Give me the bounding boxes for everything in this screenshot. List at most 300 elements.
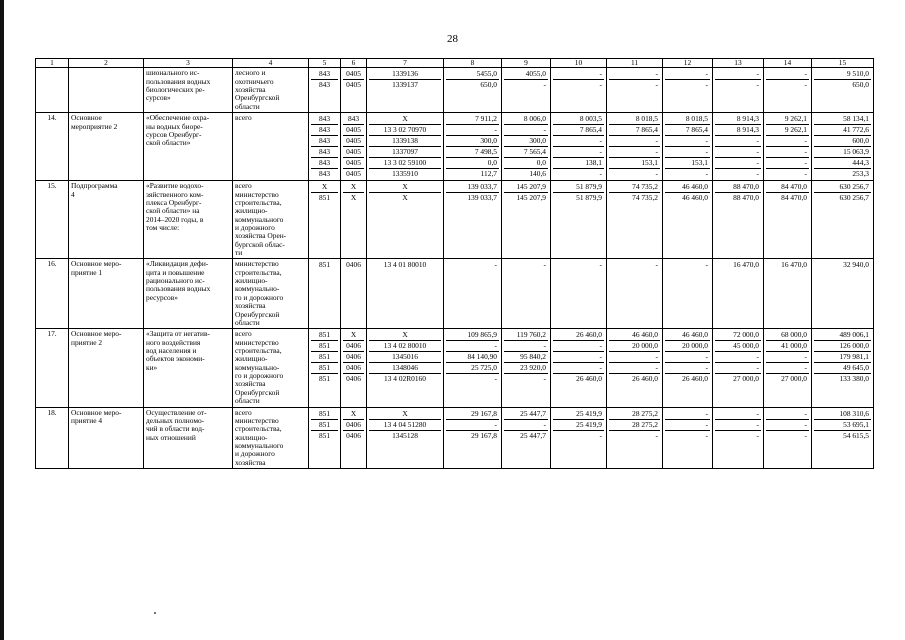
value-entry: - bbox=[804, 80, 807, 90]
value-entry: - bbox=[504, 420, 548, 431]
value-entry: 1335910 bbox=[392, 169, 418, 179]
value-entry: 0405 bbox=[343, 158, 364, 169]
row-name bbox=[69, 113, 144, 181]
row-title-line: пользования водных bbox=[146, 76, 211, 86]
budget-table bbox=[35, 58, 874, 469]
row-executor-line: хозяйства bbox=[235, 301, 266, 311]
value-entry: 72 000,0 bbox=[715, 330, 761, 341]
row-title bbox=[144, 329, 233, 407]
value-cell bbox=[444, 181, 502, 259]
table-row bbox=[36, 113, 874, 181]
row-executor-line: министерство bbox=[235, 259, 279, 269]
column-header: 6 bbox=[341, 59, 367, 68]
value-entry: - bbox=[553, 363, 604, 374]
value-cell bbox=[663, 407, 713, 469]
value-cell bbox=[663, 68, 713, 113]
value-entry: 13 3 02 70970 bbox=[369, 125, 441, 136]
row-title-line: ны водных биоре- bbox=[146, 121, 203, 131]
value-entry: 138,1 bbox=[553, 158, 604, 169]
value-entry: - bbox=[655, 260, 658, 270]
table-body bbox=[36, 68, 874, 469]
value-cell bbox=[607, 329, 663, 407]
value-entry: 851 bbox=[311, 341, 338, 352]
value-entry: 851 bbox=[311, 363, 338, 374]
row-executor-line: коммунально- bbox=[235, 362, 280, 372]
value-entry: 843 bbox=[311, 114, 338, 125]
value-cell bbox=[713, 113, 764, 181]
value-entry: - bbox=[446, 420, 499, 431]
row-name bbox=[69, 259, 144, 329]
row-executor-line: и дорожного bbox=[235, 449, 275, 459]
value-entry: 600,0 bbox=[814, 136, 871, 147]
value-entry: - bbox=[446, 341, 499, 352]
value-entry: - bbox=[543, 374, 546, 384]
value-entry: 95 840,2 bbox=[504, 352, 548, 363]
value-entry: - bbox=[446, 125, 499, 136]
value-entry: 88 470,0 bbox=[733, 193, 759, 203]
value-entry: 153,1 bbox=[609, 158, 660, 169]
row-name-line: приятие 2 bbox=[71, 337, 103, 347]
value-entry: 108 310,6 bbox=[814, 409, 871, 420]
value-entry: - bbox=[665, 352, 710, 363]
value-entry: 13 4 04 51280 bbox=[369, 420, 441, 431]
value-entry: 16 470,0 bbox=[781, 260, 807, 270]
value-entry: 650,0 bbox=[852, 80, 869, 90]
row-name-line: приятие 4 bbox=[71, 415, 103, 425]
value-entry: 630 256,7 bbox=[814, 182, 871, 193]
value-cell bbox=[607, 407, 663, 469]
value-entry: 444,3 bbox=[814, 158, 871, 169]
row-title-line: дельных полномо- bbox=[146, 415, 205, 425]
row-executor-line: всего bbox=[235, 181, 252, 191]
value-entry: 46 460,0 bbox=[665, 182, 710, 193]
row-executor-line: и дорожного bbox=[235, 222, 275, 232]
value-entry: 8 914,3 bbox=[715, 114, 761, 125]
row-executor-line: строительства, bbox=[235, 424, 282, 434]
value-entry: - bbox=[804, 430, 807, 440]
value-entry: 84 470,0 bbox=[766, 182, 809, 193]
row-title-line: 2014–2020 годы, в bbox=[146, 214, 204, 224]
value-cell bbox=[502, 259, 551, 329]
value-entry: 9 262,1 bbox=[766, 114, 809, 125]
row-executor-line: Оренбургской bbox=[235, 387, 280, 397]
value-cell bbox=[812, 68, 874, 113]
value-entry: 630 256,7 bbox=[839, 193, 869, 203]
row-title-line: биологических ре- bbox=[146, 85, 205, 95]
value-entry: 8 914,3 bbox=[715, 125, 761, 136]
value-entry: 7 565,4 bbox=[504, 147, 548, 158]
value-entry: 851 bbox=[311, 352, 338, 363]
value-entry: 54 615,5 bbox=[843, 430, 869, 440]
value-entry: 27 000,0 bbox=[781, 374, 807, 384]
value-entry: 25 725,0 bbox=[446, 363, 499, 374]
page-number: 28 bbox=[447, 33, 458, 45]
value-entry: 84 140,90 bbox=[446, 352, 499, 363]
value-cell bbox=[551, 329, 607, 407]
value-entry: - bbox=[609, 363, 660, 374]
row-number: 16. bbox=[36, 259, 69, 329]
value-cell bbox=[341, 181, 367, 259]
scan-edge bbox=[0, 0, 4, 640]
value-cell bbox=[309, 181, 341, 259]
value-cell bbox=[341, 113, 367, 181]
value-entry: X bbox=[343, 182, 364, 193]
row-executor-line: всего bbox=[235, 407, 252, 417]
value-entry: 843 bbox=[318, 80, 331, 90]
value-entry: 16 470,0 bbox=[733, 260, 759, 270]
value-cell bbox=[764, 329, 812, 407]
row-executor-line: ти bbox=[235, 248, 243, 258]
column-header: 14 bbox=[764, 59, 812, 68]
row-title bbox=[144, 407, 233, 469]
value-entry: 843 bbox=[311, 69, 338, 80]
value-entry: 112,7 bbox=[480, 169, 497, 179]
value-entry: 13 3 02 59100 bbox=[369, 158, 441, 169]
value-entry: 1339138 bbox=[369, 136, 441, 147]
row-executor-line: жилищно- bbox=[235, 276, 268, 286]
value-entry: 851 bbox=[318, 430, 331, 440]
value-entry: - bbox=[543, 260, 546, 270]
row-title-line: ресурсов» bbox=[146, 292, 178, 302]
value-entry: - bbox=[766, 409, 809, 420]
value-entry: - bbox=[553, 341, 604, 352]
value-cell bbox=[502, 329, 551, 407]
value-cell bbox=[367, 407, 444, 469]
value-entry: X bbox=[343, 330, 364, 341]
value-entry: 0405 bbox=[343, 69, 364, 80]
value-entry: - bbox=[756, 430, 759, 440]
value-entry: 1339136 bbox=[369, 69, 441, 80]
row-name-line: Подпрограмма bbox=[71, 181, 118, 191]
value-entry: - bbox=[766, 136, 809, 147]
value-cell bbox=[551, 181, 607, 259]
row-executor bbox=[233, 113, 309, 181]
value-cell bbox=[663, 259, 713, 329]
value-entry: 13 4 02R0160 bbox=[384, 374, 426, 384]
column-header: 8 bbox=[444, 59, 502, 68]
value-entry: X bbox=[369, 114, 441, 125]
row-title-line: вод населения и bbox=[146, 345, 197, 355]
value-entry: 29 167,8 bbox=[446, 409, 499, 420]
value-entry: X bbox=[311, 182, 338, 193]
row-executor-line: жилищно- bbox=[235, 354, 268, 364]
value-entry: 28 275,2 bbox=[609, 420, 660, 431]
value-entry: 843 bbox=[311, 125, 338, 136]
value-entry: - bbox=[609, 69, 660, 80]
row-title-line: сурсов» bbox=[146, 93, 171, 103]
scan-speck bbox=[154, 612, 156, 614]
value-cell bbox=[764, 259, 812, 329]
value-cell bbox=[764, 68, 812, 113]
value-cell bbox=[663, 181, 713, 259]
value-entry: 851 bbox=[311, 330, 338, 341]
row-executor bbox=[233, 181, 309, 259]
value-cell bbox=[309, 259, 341, 329]
value-cell bbox=[713, 407, 764, 469]
row-name bbox=[69, 68, 144, 113]
value-entry: 179 981,1 bbox=[814, 352, 871, 363]
value-entry: 46 460,0 bbox=[665, 330, 710, 341]
value-cell bbox=[812, 259, 874, 329]
value-entry: 84 470,0 bbox=[781, 193, 807, 203]
row-executor bbox=[233, 407, 309, 469]
column-header: 5 bbox=[309, 59, 341, 68]
value-entry: - bbox=[553, 352, 604, 363]
value-entry: - bbox=[715, 420, 761, 431]
row-title-line: «Защита от негатив- bbox=[146, 329, 210, 339]
value-cell bbox=[341, 68, 367, 113]
value-entry: 8 018,5 bbox=[609, 114, 660, 125]
value-entry: 25 447,7 bbox=[504, 409, 548, 420]
row-title-line: ской области» на bbox=[146, 206, 200, 216]
value-entry: 46 460,0 bbox=[682, 193, 708, 203]
row-title bbox=[144, 259, 233, 329]
row-name-line: Основное меро- bbox=[71, 407, 122, 417]
value-cell bbox=[367, 181, 444, 259]
value-cell bbox=[367, 329, 444, 407]
value-entry: 0406 bbox=[343, 352, 364, 363]
value-entry: - bbox=[543, 80, 546, 90]
value-entry: - bbox=[715, 363, 761, 374]
value-entry: - bbox=[715, 352, 761, 363]
row-title-line: том числе: bbox=[146, 222, 180, 232]
row-executor-line: области bbox=[235, 396, 260, 406]
value-cell bbox=[551, 407, 607, 469]
value-entry: 29 167,8 bbox=[471, 430, 497, 440]
row-title-line: ки» bbox=[146, 362, 158, 372]
row-executor-line: строительства, bbox=[235, 197, 282, 207]
value-entry: - bbox=[599, 430, 602, 440]
value-entry: 25 419,9 bbox=[553, 420, 604, 431]
value-cell bbox=[341, 407, 367, 469]
column-header: 11 bbox=[607, 59, 663, 68]
value-cell bbox=[551, 259, 607, 329]
row-name bbox=[69, 407, 144, 469]
value-entry: X bbox=[369, 182, 441, 193]
value-entry: 0405 bbox=[346, 169, 361, 179]
value-entry: - bbox=[665, 363, 710, 374]
value-entry: 139 033,7 bbox=[467, 193, 497, 203]
column-header: 1 bbox=[36, 59, 69, 68]
value-entry: 145 207,9 bbox=[504, 182, 548, 193]
row-executor-line: коммунально- bbox=[235, 284, 280, 294]
value-entry: 88 470,0 bbox=[715, 182, 761, 193]
row-executor bbox=[233, 259, 309, 329]
value-entry: 0406 bbox=[343, 420, 364, 431]
row-name bbox=[69, 181, 144, 259]
row-name-line: приятие 1 bbox=[71, 267, 103, 277]
value-entry: 23 920,0 bbox=[504, 363, 548, 374]
value-cell bbox=[551, 68, 607, 113]
value-entry: 0406 bbox=[346, 260, 361, 270]
value-cell bbox=[663, 329, 713, 407]
value-entry: 7 498,5 bbox=[446, 147, 499, 158]
value-entry: - bbox=[599, 260, 602, 270]
table-row bbox=[36, 329, 874, 407]
row-executor-line: хозяйства bbox=[235, 379, 266, 389]
value-entry: 0406 bbox=[346, 430, 361, 440]
row-title-line: шионального ис- bbox=[146, 68, 200, 78]
value-entry: 0,0 bbox=[504, 158, 548, 169]
value-entry: - bbox=[804, 169, 807, 179]
value-cell bbox=[367, 113, 444, 181]
row-number bbox=[36, 68, 69, 113]
value-entry: - bbox=[665, 136, 710, 147]
row-executor-line: всего bbox=[235, 329, 252, 339]
value-entry: - bbox=[553, 69, 604, 80]
value-entry: 843 bbox=[311, 147, 338, 158]
row-title-line: ного воздействия bbox=[146, 337, 201, 347]
value-entry: X bbox=[402, 193, 408, 203]
value-entry: 13 4 02 80010 bbox=[369, 341, 441, 352]
value-cell bbox=[607, 68, 663, 113]
value-cell bbox=[663, 113, 713, 181]
value-entry: 4055,0 bbox=[504, 69, 548, 80]
value-entry: - bbox=[766, 158, 809, 169]
value-entry: 1348046 bbox=[369, 363, 441, 374]
row-executor bbox=[233, 329, 309, 407]
value-entry: 7 865,4 bbox=[553, 125, 604, 136]
value-entry: 9 262,1 bbox=[766, 125, 809, 136]
row-number: 15. bbox=[36, 181, 69, 259]
value-entry: 51 879,9 bbox=[576, 193, 602, 203]
column-header: 9 bbox=[502, 59, 551, 68]
value-entry: - bbox=[715, 409, 761, 420]
row-title-line: зяйственного ком- bbox=[146, 189, 204, 199]
value-entry: - bbox=[494, 260, 497, 270]
value-entry: 0406 bbox=[343, 341, 364, 352]
row-title-line: чий в области вод- bbox=[146, 424, 205, 434]
value-cell bbox=[713, 181, 764, 259]
row-executor-line: бургской облас- bbox=[235, 239, 285, 249]
value-cell bbox=[764, 113, 812, 181]
value-cell bbox=[341, 259, 367, 329]
row-executor-line: области bbox=[235, 101, 260, 111]
value-entry: 1339137 bbox=[392, 80, 418, 90]
value-entry: 74 735,2 bbox=[632, 193, 658, 203]
value-cell bbox=[444, 68, 502, 113]
value-entry: 8 006,0 bbox=[504, 114, 548, 125]
value-entry: 20 000,0 bbox=[665, 341, 710, 352]
value-entry: 68 000,0 bbox=[766, 330, 809, 341]
value-cell bbox=[309, 329, 341, 407]
value-entry: 119 760,2 bbox=[504, 330, 548, 341]
row-executor-line: хозяйства Орен- bbox=[235, 231, 287, 241]
value-entry: 26 460,0 bbox=[632, 374, 658, 384]
value-entry: - bbox=[705, 80, 708, 90]
value-entry: 26 460,0 bbox=[576, 374, 602, 384]
value-entry: 1337097 bbox=[369, 147, 441, 158]
value-entry: 851 bbox=[318, 374, 331, 384]
value-entry: - bbox=[609, 147, 660, 158]
value-entry: - bbox=[599, 80, 602, 90]
value-cell bbox=[341, 329, 367, 407]
value-entry: - bbox=[705, 430, 708, 440]
value-entry: 1345128 bbox=[392, 430, 418, 440]
value-cell bbox=[812, 329, 874, 407]
value-entry: 26 460,0 bbox=[682, 374, 708, 384]
value-entry: - bbox=[609, 136, 660, 147]
row-executor-line: министерство bbox=[235, 415, 279, 425]
value-entry: - bbox=[756, 80, 759, 90]
value-entry: 46 460,0 bbox=[609, 330, 660, 341]
value-entry: 58 134,1 bbox=[814, 114, 871, 125]
row-title bbox=[144, 181, 233, 259]
value-cell bbox=[444, 329, 502, 407]
value-entry: 51 879,9 bbox=[553, 182, 604, 193]
value-entry: 851 bbox=[318, 193, 331, 203]
value-entry: - bbox=[766, 363, 809, 374]
value-entry: - bbox=[715, 136, 761, 147]
value-entry: - bbox=[609, 352, 660, 363]
column-header: 12 bbox=[663, 59, 713, 68]
value-entry: 7 865,4 bbox=[609, 125, 660, 136]
value-entry: 851 bbox=[311, 409, 338, 420]
row-number: 17. bbox=[36, 329, 69, 407]
value-entry: 41 772,6 bbox=[814, 125, 871, 136]
row-title-line: объектов экономи- bbox=[146, 354, 205, 364]
value-entry: 9 510,0 bbox=[814, 69, 871, 80]
value-cell bbox=[309, 68, 341, 113]
value-cell bbox=[309, 407, 341, 469]
value-entry: - bbox=[665, 147, 710, 158]
value-entry: 0405 bbox=[346, 80, 361, 90]
row-name bbox=[69, 329, 144, 407]
value-cell bbox=[502, 181, 551, 259]
value-entry: 1345016 bbox=[369, 352, 441, 363]
row-name-line: Основное bbox=[71, 113, 102, 123]
value-cell bbox=[367, 259, 444, 329]
value-entry: 49 645,0 bbox=[814, 363, 871, 374]
value-entry: - bbox=[553, 147, 604, 158]
value-entry: - bbox=[705, 260, 708, 270]
value-entry: 25 419,9 bbox=[553, 409, 604, 420]
value-cell bbox=[812, 181, 874, 259]
value-entry: - bbox=[553, 136, 604, 147]
row-executor-line: всего bbox=[235, 113, 252, 123]
value-entry: 843 bbox=[318, 169, 331, 179]
value-cell bbox=[607, 259, 663, 329]
value-cell bbox=[764, 407, 812, 469]
row-executor-line: лесного и bbox=[235, 68, 266, 78]
value-entry: 253,3 bbox=[852, 169, 869, 179]
value-entry: - bbox=[766, 147, 809, 158]
row-executor bbox=[233, 68, 309, 113]
value-entry: 109 865,9 bbox=[446, 330, 499, 341]
value-entry: 139 033,7 bbox=[446, 182, 499, 193]
value-entry: 140,6 bbox=[529, 169, 546, 179]
row-executor-line: хозяйства bbox=[235, 457, 266, 467]
value-entry: - bbox=[715, 69, 761, 80]
value-entry: 133 380,0 bbox=[839, 374, 869, 384]
row-executor-line: области bbox=[235, 317, 260, 327]
value-entry: - bbox=[504, 341, 548, 352]
row-title-line: цита и повышение bbox=[146, 267, 205, 277]
value-entry: 27 000,0 bbox=[733, 374, 759, 384]
value-entry: 5455,0 bbox=[446, 69, 499, 80]
value-entry: X bbox=[369, 330, 441, 341]
value-entry: 843 bbox=[311, 158, 338, 169]
column-header: 10 bbox=[551, 59, 607, 68]
value-entry: - bbox=[715, 147, 761, 158]
row-name-line: 4 bbox=[71, 189, 75, 199]
column-header: 3 bbox=[144, 59, 233, 68]
row-number: 14. bbox=[36, 113, 69, 181]
value-entry: - bbox=[715, 158, 761, 169]
value-entry: 41 000,0 bbox=[766, 341, 809, 352]
row-title-line: пользования водных bbox=[146, 284, 211, 294]
row-executor-line: строительства, bbox=[235, 267, 282, 277]
